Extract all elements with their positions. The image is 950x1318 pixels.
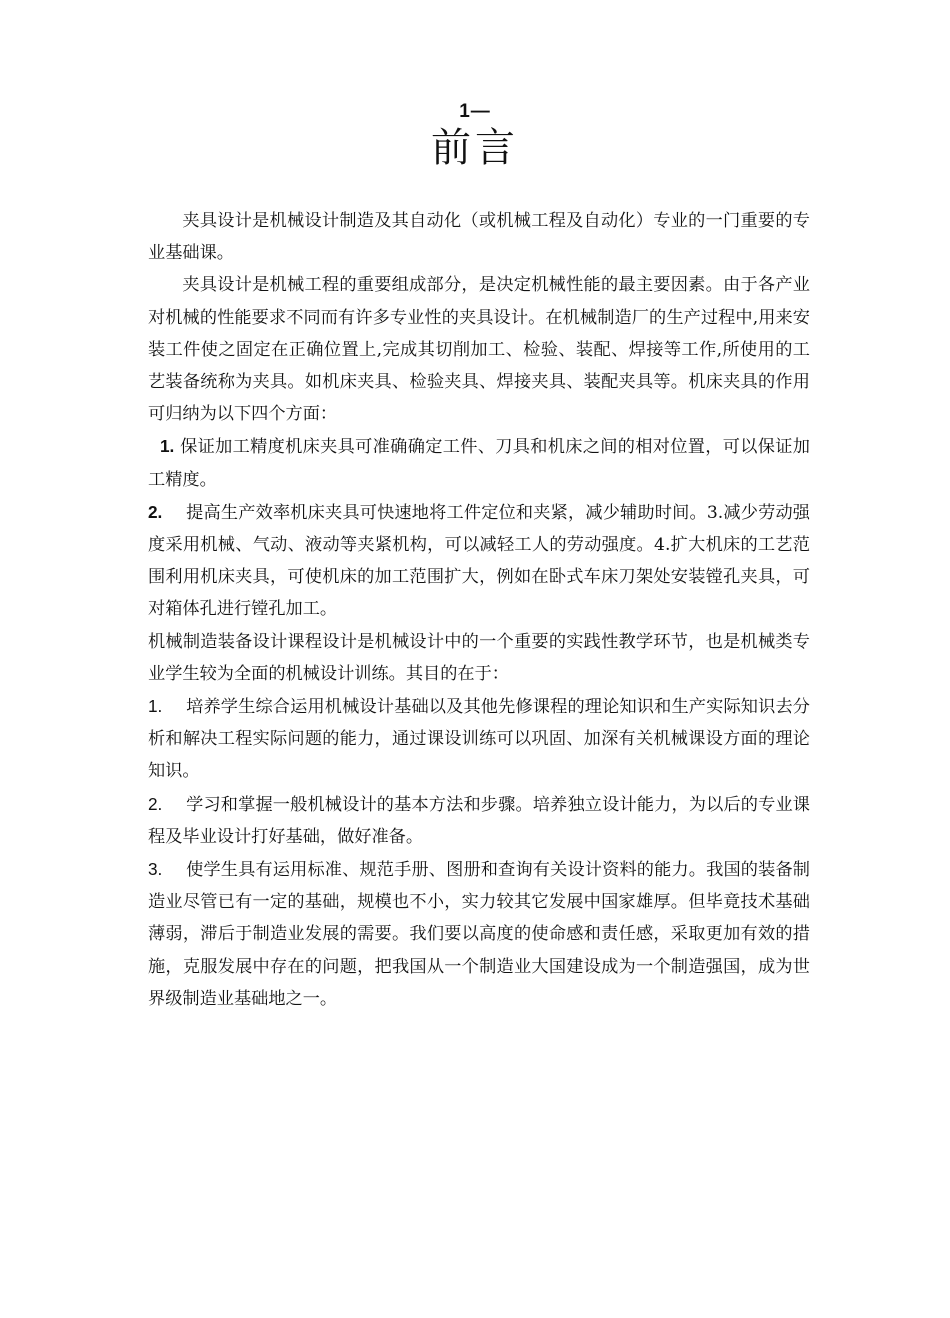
goal-item-3-number: 3. [148,859,163,880]
goal-item-3 [148,853,810,1015]
list-item-1-number: 1. [160,436,175,457]
goal-item-3-text: 使学生具有运用标准、规范手册、图册和查询有关设计资料的能力。我国的装备制造业尽管已有一定的基础，规模也不小，实力较其它发展中国家雄厚。但毕竟技术基础薄弱，滞后于制造业发展的需要。我们要以高度的使命感和责任感，采取更加有效的措施，克服发展中存在的问题，把我国从一个制造业大国建设成为一个制造强国，成为世界级制造业基础地之一。 [148,860,810,1009]
list-item-2-text: 提高生产效率机床夹具可快速地将工件定位和夹紧，减少辅助时间。3.减少劳动强度采用机械、气动、液动等夹紧机构，可以减轻工人的劳动强度。4.扩大机床的工艺范围利用机床夹具，可使机床的加工范围扩大，例如在卧式车床刀架处安装镗孔夹具，可对箱体孔进行镗孔加工。 [148,502,810,620]
list-item-2-number: 2. [148,501,163,522]
goal-item-1 [148,690,810,788]
paragraph-course-purpose: 机械制造装备设计课程设计是机械设计中的一个重要的实践性教学环节，也是机械类专业学生较为全面的机械设计训练。其目的在于： [148,631,810,684]
goal-item-2-text: 学习和掌握一般机械设计的基本方法和步骤。培养独立设计能力，为以后的专业课程及毕业设计打好基础，做好准备。 [148,794,810,847]
list-item-1-text: 保证加工精度机床夹具可准确确定工件、刀具和机床之间的相对位置，可以保证加工精度。 [148,437,810,490]
page-number: 1— [459,101,491,122]
goal-item-1-text: 培养学生综合运用机械设计基础以及其他先修课程的理论知识和生产实际知识去分析和解决工程实际问题的能力，通过课设训练可以巩固、加深有关机械课设方面的理论知识。 [148,697,810,782]
list-item-1 [148,430,810,495]
goal-item-2-number: 2. [148,793,163,814]
goal-item-1-number: 1. [148,696,163,717]
page-title: 前言 [431,125,519,171]
document-body [148,205,810,1015]
list-item-2 [148,496,810,626]
paragraph-fixture-overview: 夹具设计是机械工程的重要组成部分，是决定机械性能的最主要因素。由于各产业对机械的性能要求不同而有许多专业性的夹具设计。在机械制造厂的生产过程中,用来安装工件使之固定在正确位置上,完成其切削加工、检验、装配、焊接等工作,所使用的工艺装备统称为夹具。如机床夹具、检验夹具、焊接夹具、装配夹具等。机床夹具的作用可归纳为以下四个方面： [148,275,810,425]
paragraph-intro: 夹具设计是机械设计制造及其自动化（或机械工程及自动化）专业的一门重要的专业基础课。 [148,211,810,264]
goal-item-2 [148,788,810,853]
